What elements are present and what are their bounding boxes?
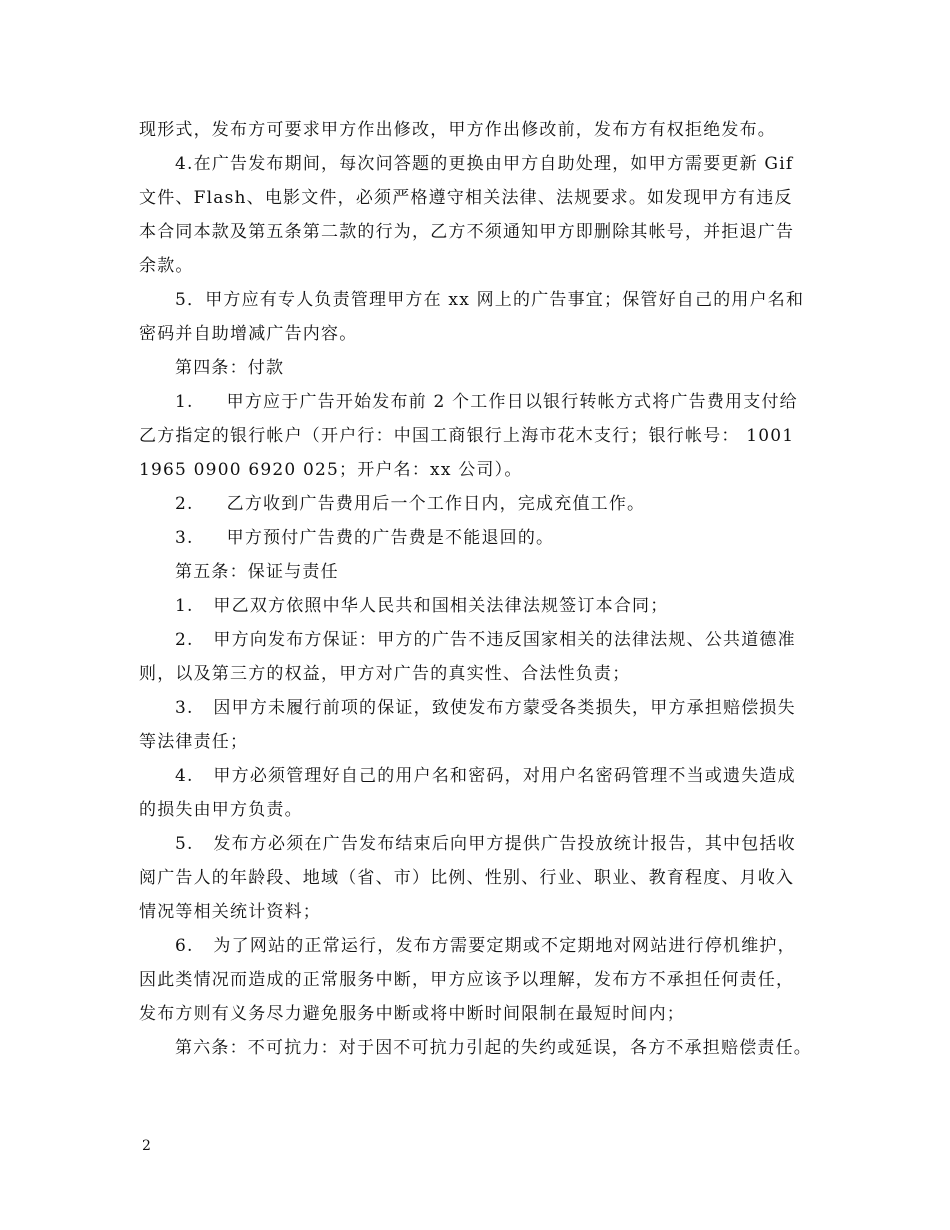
text-line: 本合同本款及第五条第二款的行为，乙方不须通知甲方即删除其帐号，并拒退广告 [139,222,795,242]
page-number: 2 [142,1138,151,1154]
text-line: 4. 甲方必须管理好自己的用户名和密码，对用户名密码管理不当或遗失造成 [175,766,796,786]
text-line: 密码并自助增减广告内容。 [139,324,358,344]
text-line: 现形式，发布方可要求甲方作出修改，甲方作出修改前，发布方有权拒绝发布。 [139,120,776,140]
text-line: 3. 甲方预付广告费的广告费是不能退回的。 [175,528,555,548]
text-line: 1. 甲方应于广告开始发布前 2 个工作日以银行转帐方式将广告费用支付给 [175,392,798,412]
text-line: 发布方则有义务尽力避免服务中断或将中断时间限制在最短时间内； [139,1004,685,1024]
text-line: 2. 乙方收到广告费用后一个工作日内，完成充值工作。 [175,494,646,514]
section-heading: 第六条：不可抗力：对于因不可抗力引起的失约或延误，各方不承担赔偿责任。 [175,1038,812,1058]
text-line: 3. 因甲方未履行前项的保证，致使发布方蒙受各类损失，甲方承担赔偿损失 [175,698,796,718]
text-line: 文件、Flash、电影文件，必须严格遵守相关法律、法规要求。如发现甲方有违反 [139,188,793,208]
text-line: 2. 甲方向发布方保证：甲方的广告不违反国家相关的法律法规、公共道德准 [175,630,796,650]
text-line: 则，以及第三方的权益，甲方对广告的真实性、合法性负责； [139,664,631,684]
text-line: 因此类情况而造成的正常服务中断，甲方应该予以理解，发布方不承担任何责任， [139,970,795,990]
text-line: 4.在广告发布期间，每次问答题的更换由甲方自助处理，如甲方需要更新 Gif [175,154,794,174]
text-line: 5. 发布方必须在广告发布结束后向甲方提供广告投放统计报告，其中包括收 [175,834,796,854]
text-line: 的损失由甲方负责。 [139,800,303,820]
text-line: 等法律责任； [139,732,249,752]
section-heading: 第五条：保证与责任 [175,562,339,582]
text-line: 5．甲方应有专人负责管理甲方在 xx 网上的广告事宜；保管好自己的用户名和 [175,290,805,310]
text-line: 余款。 [139,256,194,276]
section-heading: 第四条：付款 [175,358,285,378]
text-line: 1965 0900 6920 025；开户名：xx 公司）。 [139,460,523,480]
text-line: 阅广告人的年龄段、地域（省、市）比例、性别、行业、职业、教育程度、月收入 [139,868,795,888]
text-line: 情况等相关统计资料； [139,902,321,922]
text-line: 乙方指定的银行帐户（开户行：中国工商银行上海市花木支行；银行帐号： 1001 [139,426,795,446]
text-line: 1. 甲乙双方依照中华人民共和国相关法律法规签订本合同； [175,596,669,616]
text-line: 6. 为了网站的正常运行，发布方需要定期或不定期地对网站进行停机维护， [175,936,796,956]
